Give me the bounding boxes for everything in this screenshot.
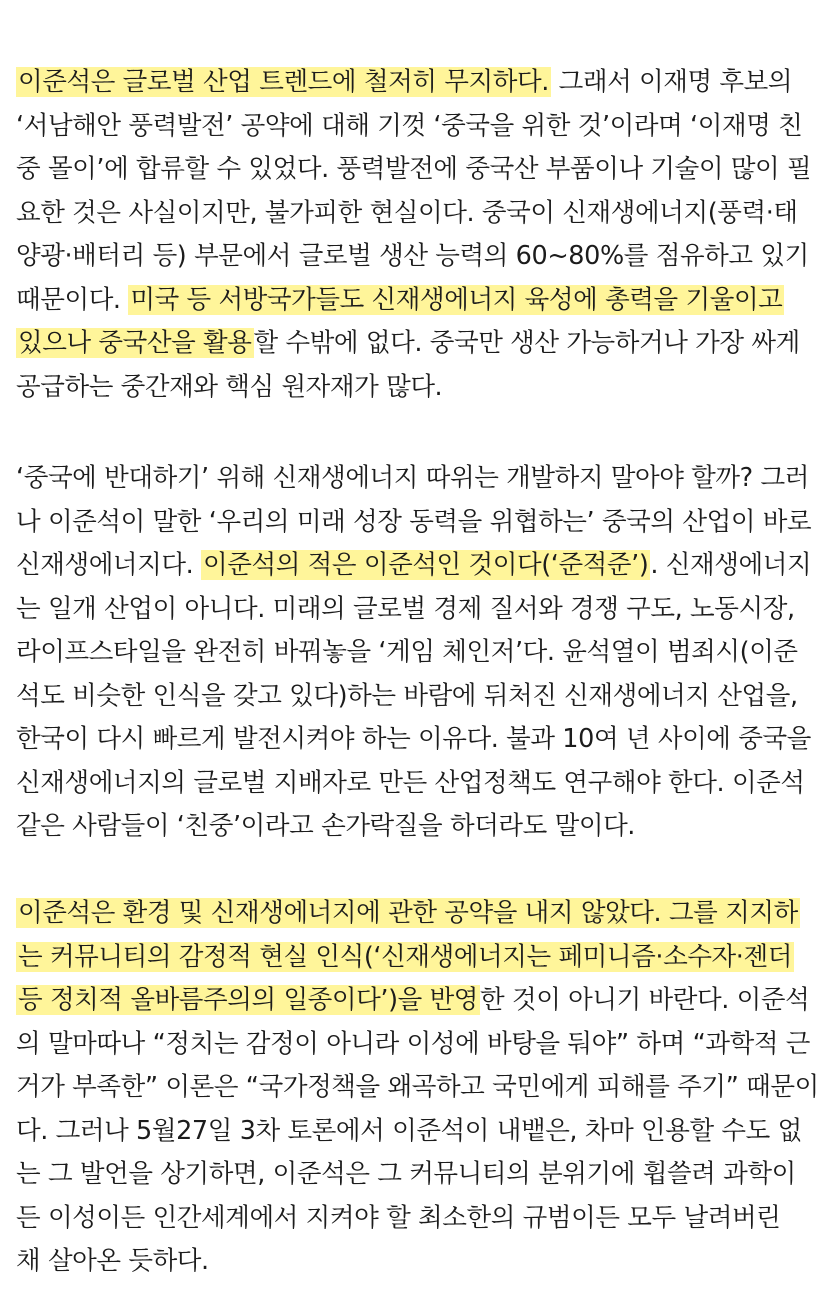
text-line (16, 1111, 802, 1151)
text-segment: 그래서 이재명 후보의 (550, 67, 793, 97)
text-segment: 는 그 발언을 상기하면, 이준석은 그 커뮤니티의 분위기에 휩쓸려 과학이 (16, 1159, 796, 1189)
text-segment: 요한 것은 사실이지만, 불가피한 현실이다. 중국이 신재생에너지(풍력·태 (16, 197, 798, 228)
text-line (16, 589, 795, 629)
highlighted-text: 는 커뮤니티의 감정적 현실 인식(‘신재생에너지는 페미니즘·소수자·젠더 (18, 941, 792, 972)
highlighted-text: 이준석의 적은 이준석인 것이다(‘준적준’) (203, 550, 649, 580)
text-line (16, 149, 811, 189)
text-segment: 신재생에너지다. (16, 550, 202, 580)
text-line (16, 62, 792, 102)
highlighted-text: 이준석은 글로벌 산업 트렌드에 철저히 무지하다. (18, 67, 549, 97)
text-segment: 석도 비슷한 인식을 갖고 있다)하는 바람에 뒤처진 신재생에너지 산업을, (16, 680, 798, 711)
text-line (16, 502, 811, 542)
text-line (16, 193, 798, 233)
text-line (16, 1241, 209, 1281)
text-segment: 다. 그러나 5월27일 3차 토론에서 이준석이 내뱉은, 차마 인용할 수도 없 (16, 1115, 802, 1146)
text-line (16, 367, 442, 407)
text-line (16, 106, 802, 146)
text-line (16, 280, 784, 320)
text-segment: 할 수밖에 없다. 중국만 생산 가능하거나 가장 싸게 (253, 328, 800, 358)
text-segment: 는 일개 산업이 아니다. 미래의 글로벌 경제 질서와 경쟁 구도, 노동시장, (16, 593, 795, 624)
text-line (16, 1024, 810, 1064)
text-line (16, 323, 800, 363)
text-line (16, 1198, 780, 1238)
text-line (16, 236, 809, 276)
text-segment: 라이프스타일을 완전히 바꿔놓을 ‘게임 체인저’다. 윤석열이 범죄시(이준 (16, 637, 798, 667)
text-segment: 한 것이 아니기 바란다. 이준석 (480, 985, 810, 1015)
text-line (16, 1154, 796, 1194)
text-segment: 한국이 다시 빠르게 발전시켜야 하는 이유다. 불과 10여 년 사이에 중국을 (16, 724, 811, 754)
text-line (16, 632, 798, 672)
text-segment: 때문이다. (16, 284, 129, 315)
text-line (16, 545, 811, 585)
highlighted-text: 등 정치적 올바름주의의 일종이다’)을 반영 (18, 985, 479, 1015)
text-segment: 의 말마따나 “정치는 감정이 아니라 이성에 바탕을 둬야” 하며 “과학적 근 (16, 1028, 811, 1059)
text-segment: ‘중국에 반대하기’ 위해 신재생에너지 따위는 개발하지 말아야 할까? 그러 (16, 463, 809, 493)
text-segment: 같은 사람들이 ‘친중’이라고 손가락질을 하더라도 말이다. (16, 811, 636, 841)
text-line (16, 980, 809, 1020)
text-line (16, 763, 805, 803)
text-segment: ‘서남해안 풍력발전’ 공약에 대해 기껏 ‘중국을 위한 것’이라며 ‘이재명 친 (16, 110, 803, 141)
text-segment: 중 몰이’에 합류할 수 있었다. 풍력발전에 중국산 부품이나 기술이 많이 필 (16, 154, 812, 184)
text-segment: 신재생에너지의 글로벌 지배자로 만든 산업정책도 연구해야 한다. 이준석 (16, 767, 805, 798)
text-line (16, 458, 809, 498)
text-line (16, 719, 811, 759)
text-segment: 나 이준석이 말한 ‘우리의 미래 성장 동력을 위협하는’ 중국의 산업이 바로 (16, 506, 812, 537)
text-line (16, 676, 798, 716)
text-segment: 양광·배터리 등) 부문에서 글로벌 생산 능력의 60~80%를 점유하고 있기 (16, 241, 809, 271)
text-segment: 거가 부족한” 이론은 “국가정책을 왜곡하고 국민에게 피해를 주기” 때문이 (16, 1072, 819, 1102)
highlighted-text: 미국 등 서방국가들도 신재생에너지 육성에 총력을 기울이고 (130, 284, 783, 315)
text-line (16, 806, 635, 846)
text-segment: 채 살아온 듯하다. (16, 1246, 209, 1276)
text-segment: 공급하는 중간재와 핵심 원자재가 많다. (16, 371, 443, 402)
text-segment: . 신재생에너지 (650, 550, 812, 580)
text-line (16, 893, 800, 933)
text-line (16, 937, 794, 977)
highlighted-text: 있으나 중국산을 활용 (18, 328, 252, 358)
text-segment: 든 이성이든 인간세계에서 지켜야 할 최소한의 규범이든 모두 날려버린 (16, 1202, 781, 1233)
text-line (16, 1067, 819, 1107)
highlighted-text: 이준석은 환경 및 신재생에너지에 관한 공약을 내지 않았다. 그를 지지하 (18, 898, 798, 928)
